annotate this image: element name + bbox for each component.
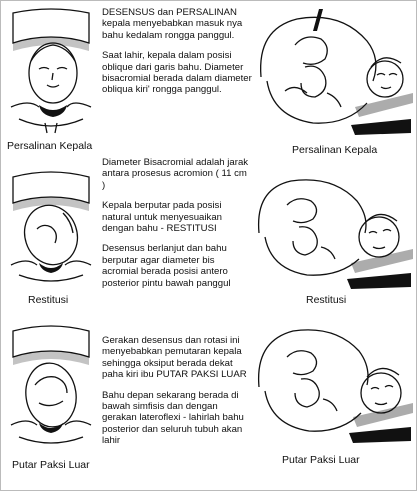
stage-3-left-caption: Putar Paksi Luar [12, 459, 90, 471]
stage-3-paragraph-1: Gerakan desensus dan rotasi ini menyebabkan pemutaran kepala sehingga oksiput berada dekat paha kiri ibu PUTAR PAKSI LUAR [102, 335, 247, 381]
stage-1-paragraph-2: Saat lahir, kepala dalam posisi oblique dari garis bahu. Diameter bisacromial berada dalam diameter obliqua kiri' rongga panggul. [102, 50, 252, 96]
stage-1-paragraph-1: DESENSUS dan PERSALINAN kepala menyebabkan masuk nya bahu kedalam rongga panggul. [102, 7, 243, 41]
perineum-view-external-rotation [9, 323, 93, 453]
stage-2-right-caption: Restitusi [306, 294, 347, 306]
stage-1-left-caption: Persalinan Kepala [7, 140, 93, 152]
stage-2-text [102, 157, 252, 289]
perineum-view-head-delivery [9, 7, 93, 147]
stage-1-right-caption: Persalinan Kepala [292, 144, 378, 156]
stage-2-left-caption: Restitusi [28, 294, 69, 306]
stage-3-paragraph-2: Bahu depan sekarang berada di bawah simfisis dan dengan gerakan lateroflexi - lahirlah bahu posterior dan seluruh tubuh akan lahir [102, 389, 244, 447]
sagittal-view-external-rotation [255, 319, 415, 449]
perineum-view-restitution [9, 169, 93, 293]
stage-2-paragraph-1: Diameter Bisacromial adalah jarak antara prosesus acromion ( 11 cm ) [102, 157, 249, 191]
stage-3-right-caption: Putar Paksi Luar [282, 454, 360, 466]
sagittal-view-head-delivery [255, 7, 415, 145]
stage-2-paragraph-2: Kepala berputar pada posisi natural untuk menyesuaikan dengan bahu - RESTITUSI [102, 200, 222, 235]
stage-3-text [102, 335, 252, 447]
stage-2-paragraph-3: Desensus berlanjut dan bahu berputar agar diameter bis acromial berada posisi antero posterior pintu bawah panggul [102, 243, 231, 289]
stage-1-text [102, 7, 252, 96]
sagittal-view-restitution [255, 171, 415, 293]
